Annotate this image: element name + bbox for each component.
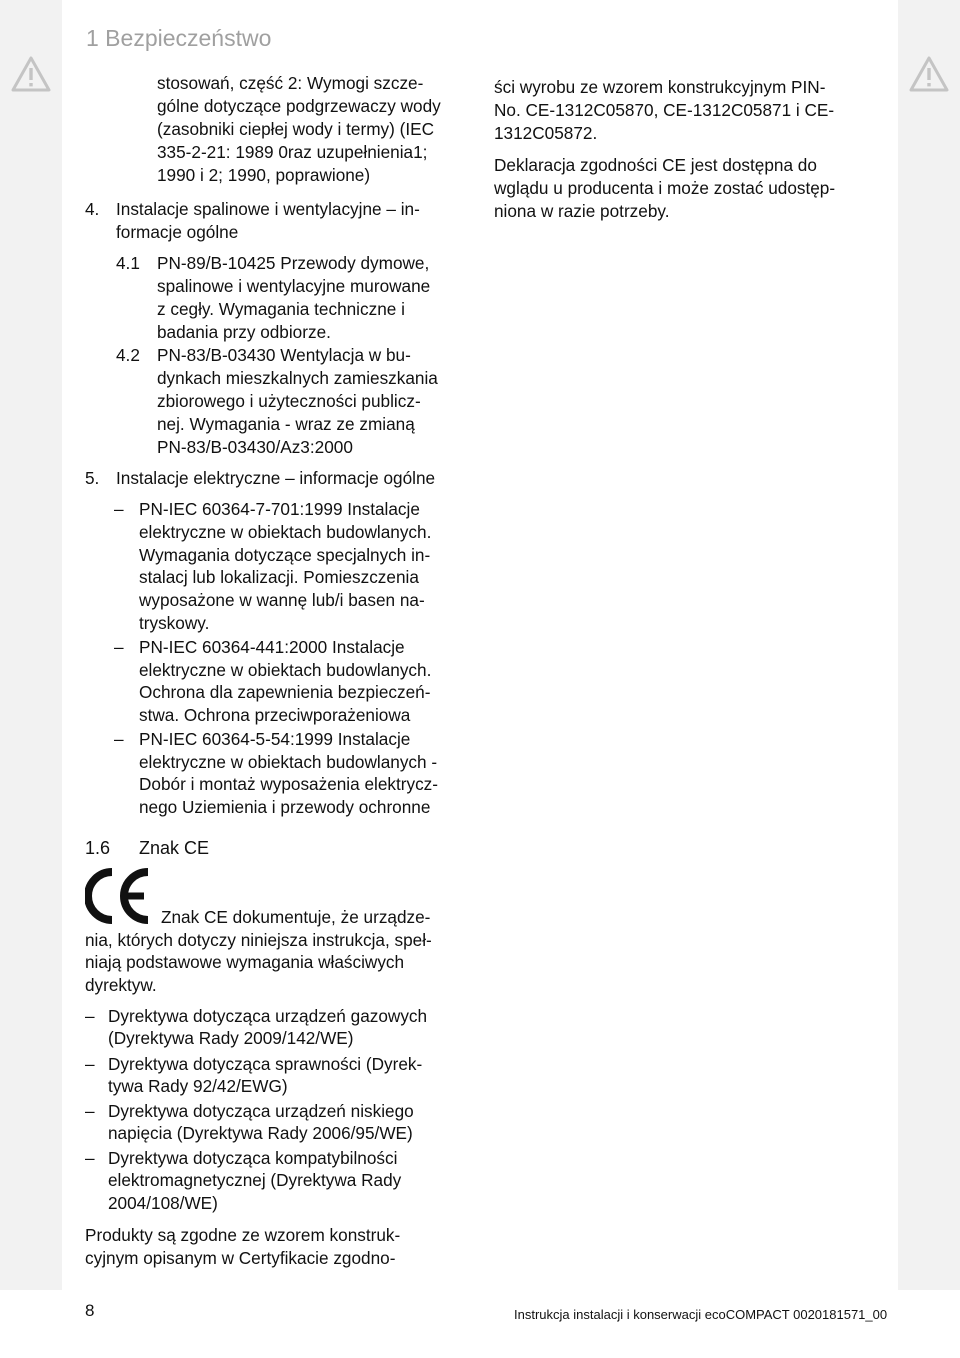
warning-triangle-icon (909, 56, 949, 92)
text-line: Ochrona dla zapewnienia bezpieczeń- (139, 682, 431, 702)
text-line: elektryczne w obiektach budowlanych. (139, 522, 432, 542)
text-line: 1312C05872. (494, 123, 598, 143)
text-line: dyrektyw. (85, 975, 157, 995)
bullet-dash: – (85, 1006, 95, 1026)
text-line: wglądu u producenta i może zostać udostęp- (494, 178, 836, 198)
text-line: PN-83/B-03430 Wentylacja w bu- (157, 345, 411, 365)
text-line: napięcia (Dyrektywa Rady 2006/95/WE) (108, 1123, 413, 1143)
text-line: z cegły. Wymagania techniczne i (157, 299, 405, 319)
text-line: elektryczne w obiektach budowlanych. (139, 660, 432, 680)
document-title: Instrukcja instalacji i konserwacji ecoCOMPACT 0020181571_00 (514, 1307, 888, 1322)
left-sidebar (0, 0, 62, 1290)
right-sidebar (898, 0, 960, 1290)
text-line: 335-2-21: 1989 0raz uzupełnienia1; (157, 142, 428, 162)
text-line: Produkty są zgodne ze wzorem konstruk- (85, 1225, 401, 1245)
text-line: niają podstawowe wymagania właściwych (85, 952, 405, 972)
bullet-dash: – (85, 1101, 95, 1121)
text-line: Instalacje spalinowe i wentylacyjne – in- (116, 199, 420, 219)
text-line: No. CE-1312C05870, CE-1312C05871 i CE- (494, 100, 835, 120)
text-line: nia, których dotyczy niniejsza instrukcja, speł- (85, 930, 432, 950)
text-line: (zasobniki ciepłej wody i termy) (IEC (157, 119, 434, 139)
text-line: PN-89/B-10425 Przewody dymowe, (157, 253, 430, 273)
chapter-header: 1 Bezpieczeństwo (86, 25, 272, 51)
text-line: 1990 i 2; 1990, poprawione) (157, 165, 371, 185)
text-line: PN-IEC 60364-7-701:1999 Instalacje (139, 499, 420, 519)
text-line: PN-IEC 60364-441:2000 Instalacje (139, 637, 405, 657)
text-line: stalacj lub lokalizacji. Pomieszczenia (139, 567, 419, 587)
list-number: 5. (85, 468, 100, 488)
warning-triangle-icon (11, 56, 51, 92)
text-line: cyjnym opisanym w Certyfikacie zgodno- (85, 1248, 396, 1268)
text-line: niona w razie potrzeby. (494, 201, 670, 221)
text-line: Dyrektywa dotycząca urządzeń gazowych (108, 1006, 428, 1026)
ce-mark-logo (85, 868, 153, 924)
text-line: elektromagnetycznej (Dyrektywa Rady (108, 1170, 402, 1190)
text-line: nego Uziemienia i przewody ochronne (139, 797, 431, 817)
text-line: tryskowy. (139, 613, 210, 633)
page-number: 8 (85, 1301, 95, 1320)
text-line: Dyrektywa dotycząca urządzeń niskiego (108, 1101, 414, 1121)
bullet-dash: – (114, 729, 124, 749)
text-line: stosowań, część 2: Wymogi szcze- (157, 73, 424, 93)
bullet-dash: – (114, 499, 124, 519)
text-line: spalinowe i wentylacyjne murowane (157, 276, 431, 296)
list-number: 4.1 (116, 253, 140, 273)
section-title: Znak CE (139, 838, 210, 858)
text-line: (Dyrektywa Rady 2009/142/WE) (108, 1028, 354, 1048)
bullet-dash: – (114, 637, 124, 657)
text-line: Dobór i montaż wyposażenia elektrycz- (139, 774, 438, 794)
text-line: PN-83/B-03430/Az3:2000 (157, 437, 353, 457)
text-line: Dyrektywa dotycząca sprawności (Dyrek- (108, 1054, 423, 1074)
bullet-dash: – (85, 1148, 95, 1168)
text-line: wyposażone w wannę lub/i basen na- (139, 590, 425, 610)
text-line: Wymagania dotyczące specjalnych in- (139, 545, 431, 565)
text-line: elektryczne w obiektach budowlanych - (139, 752, 438, 772)
text-line: dynkach mieszkalnych zamieszkania (157, 368, 438, 388)
text-line: badania przy odbiorze. (157, 322, 331, 342)
text-line: zbiorowego i użyteczności publicz- (157, 391, 421, 411)
text-line: gólne dotyczące podgrzewaczy wody (157, 96, 441, 116)
text-line: nej. Wymagania - wraz ze zmianą (157, 414, 415, 434)
text-line: formacje ogólne (116, 222, 239, 242)
text-line: tywa Rady 92/42/EWG) (108, 1076, 288, 1096)
text-line: Dyrektywa dotycząca kompatybilności (108, 1148, 398, 1168)
text-line: Deklaracja zgodności CE jest dostępna do (494, 155, 817, 175)
text-line: ści wyrobu ze wzorem konstrukcyjnym PIN- (494, 77, 826, 97)
text-line: 2004/108/WE) (108, 1193, 218, 1213)
text-line: stwa. Ochrona przeciwporażeniowa (139, 705, 411, 725)
text-line: Instalacje elektryczne – informacje ogólne (116, 468, 436, 488)
list-number: 4. (85, 199, 100, 219)
list-number: 4.2 (116, 345, 140, 365)
text-line: Znak CE dokumentuje, że urządze- (161, 907, 431, 927)
section-number: 1.6 (85, 838, 111, 858)
bullet-dash: – (85, 1054, 95, 1074)
text-line: PN-IEC 60364-5-54:1999 Instalacje (139, 729, 411, 749)
